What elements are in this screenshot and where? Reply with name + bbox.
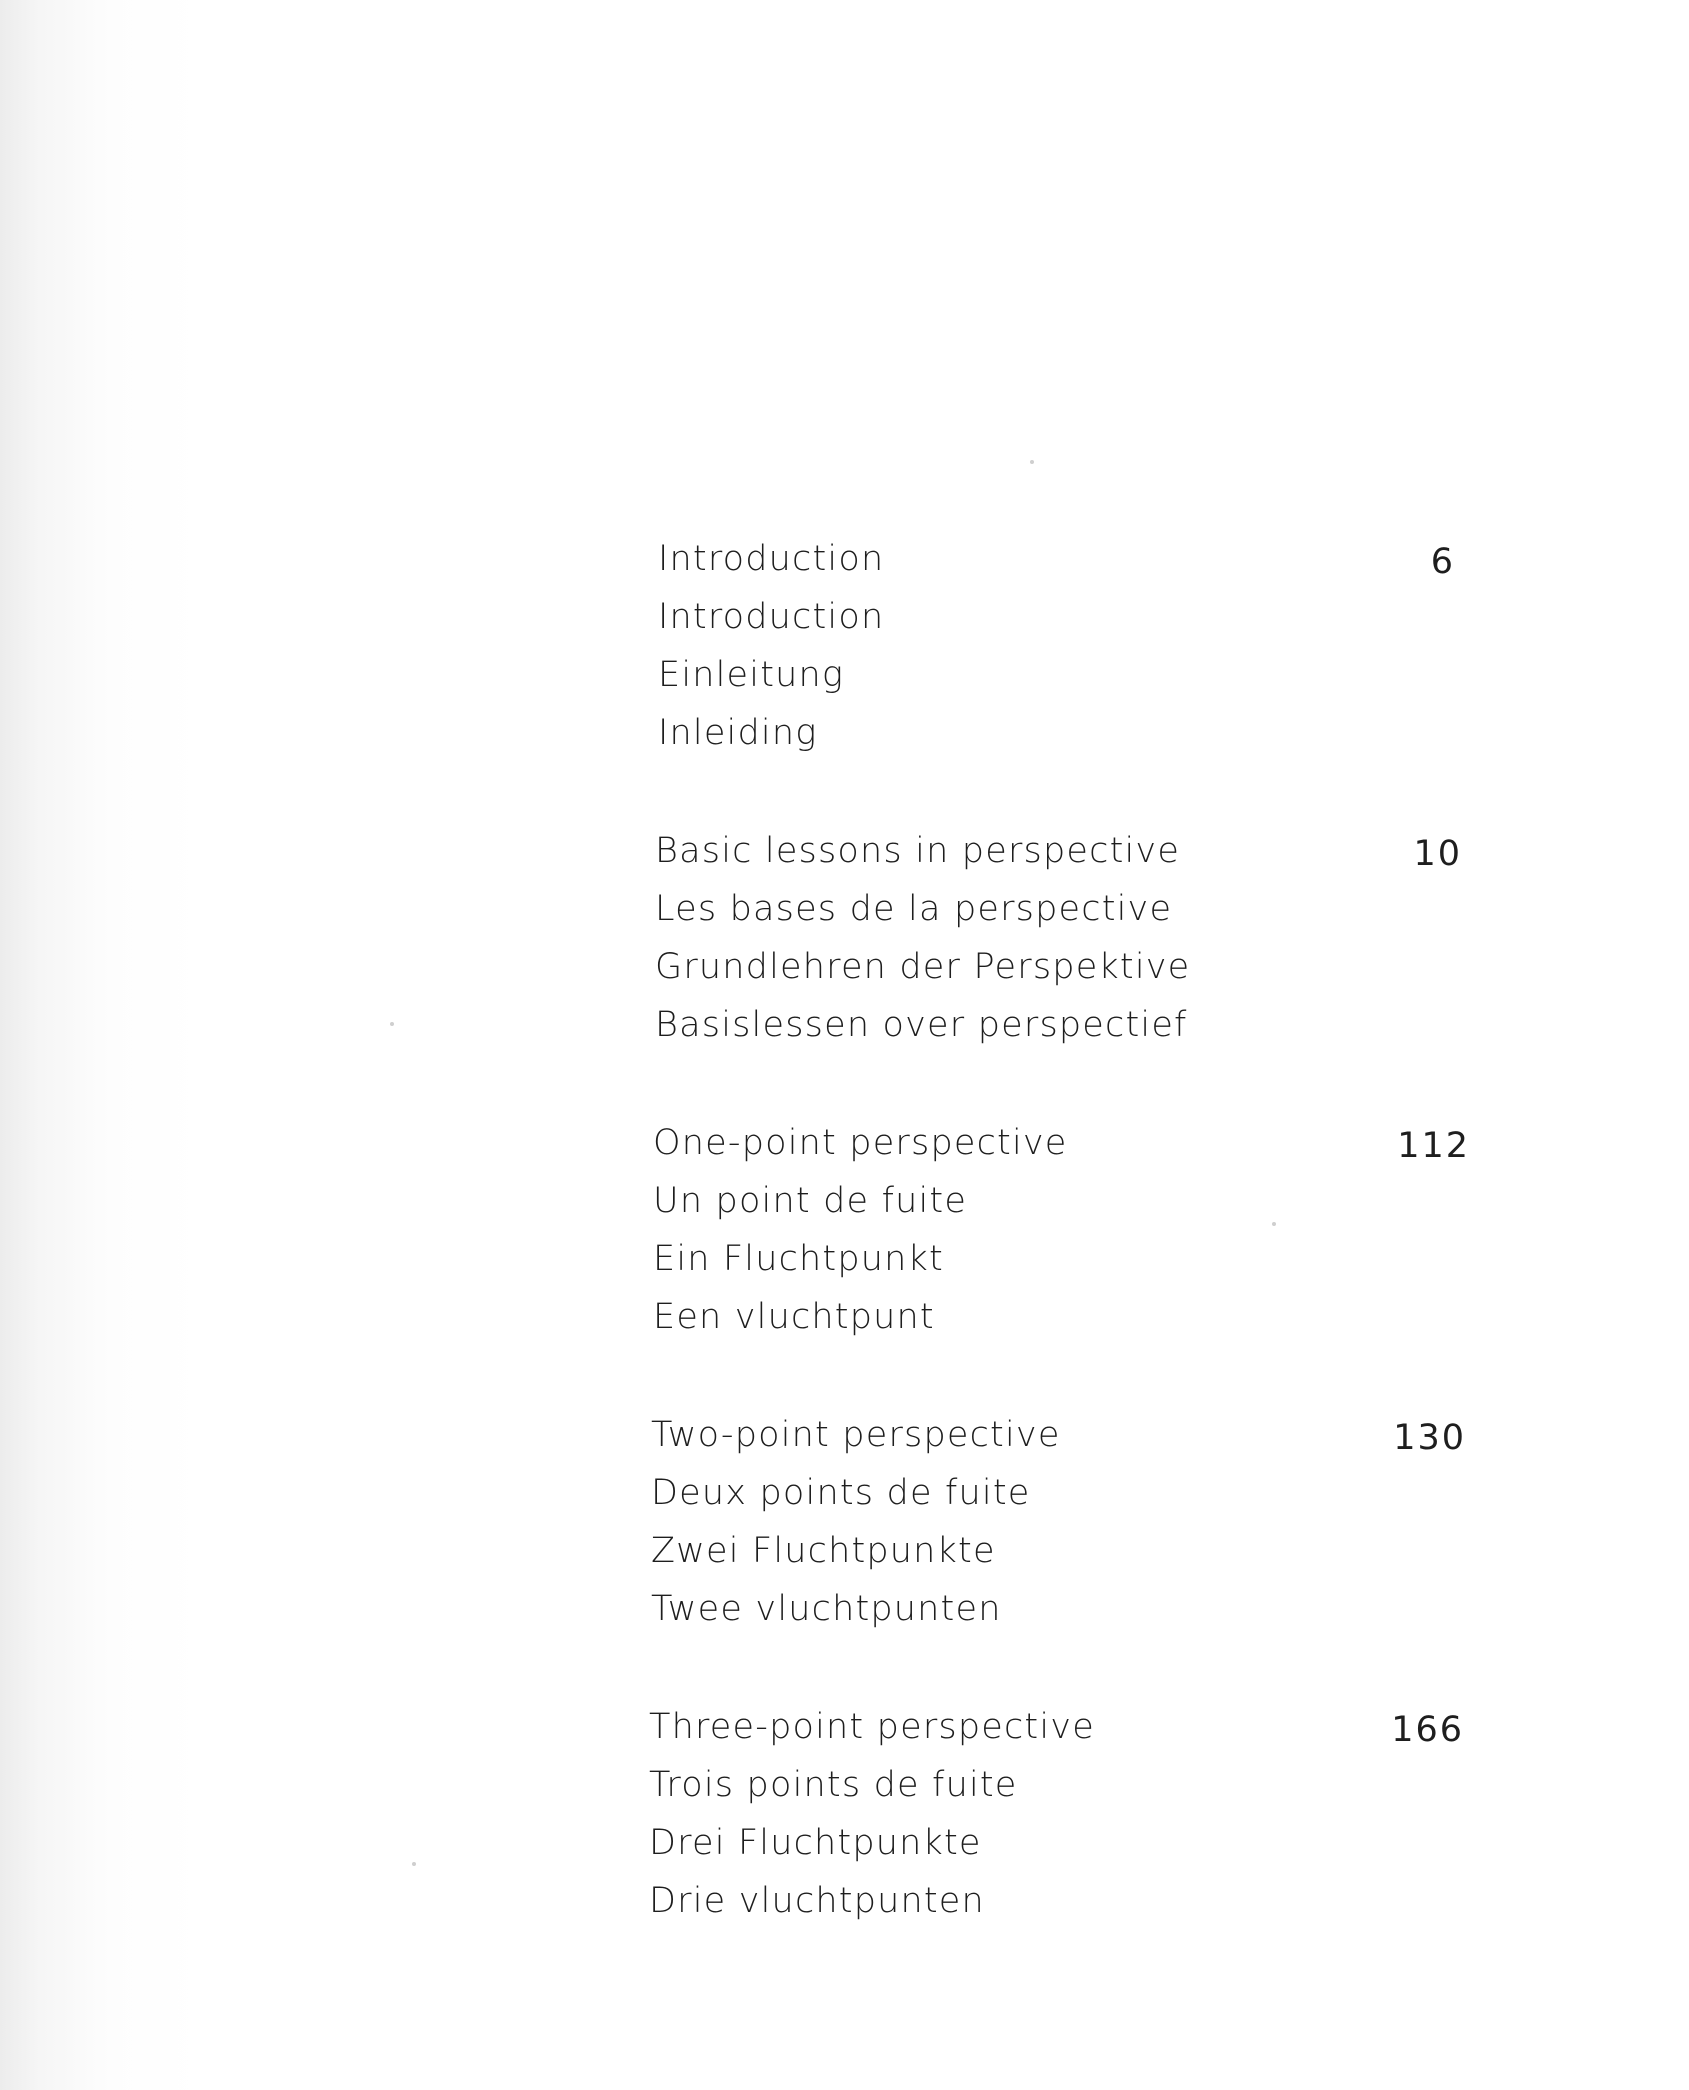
toc-entry-titles — [655, 822, 1275, 1054]
toc-title-fr: Deux points de fuite — [651, 1473, 1031, 1513]
toc-title-en: One-point perspective — [653, 1123, 1068, 1163]
toc-entry-three-point[interactable] — [649, 1698, 1470, 1921]
toc-title-de: Zwei Fluchtpunkte — [651, 1531, 996, 1571]
toc-page-number: 6 — [1430, 542, 1455, 582]
toc-title-nl: Inleiding — [658, 713, 818, 753]
toc-entry-titles — [653, 1114, 1273, 1346]
toc-entry-one-point[interactable] — [653, 1114, 1470, 1406]
toc-entry-titles — [649, 1698, 1269, 1930]
scan-speck — [412, 1862, 416, 1866]
scan-speck — [1030, 460, 1034, 464]
toc-title-de: Ein Fluchtpunkt — [653, 1239, 944, 1279]
toc-page-number: 112 — [1397, 1126, 1470, 1166]
toc-entry-titles — [651, 1406, 1271, 1638]
toc-title-nl: Drie vluchtpunten — [649, 1881, 985, 1921]
toc-title-nl: Basislessen over perspectief — [655, 1005, 1188, 1045]
toc-page-number: 166 — [1391, 1710, 1464, 1750]
toc-title-en: Three-point perspective — [649, 1707, 1095, 1747]
toc-title-de: Einleitung — [658, 655, 845, 695]
toc-title-de: Drei Fluchtpunkte — [649, 1823, 982, 1863]
toc-entry-introduction[interactable] — [658, 530, 1470, 822]
toc-entry-titles — [658, 530, 1278, 762]
toc-title-en: Two-point perspective — [651, 1415, 1061, 1455]
toc-entry-two-point[interactable] — [651, 1406, 1470, 1698]
toc-entry-basic-lessons[interactable] — [655, 822, 1470, 1114]
table-of-contents — [649, 530, 1470, 1921]
toc-title-de: Grundlehren der Perspektive — [655, 947, 1191, 987]
toc-title-en: Introduction — [658, 539, 885, 579]
toc-title-nl: Twee vluchtpunten — [651, 1589, 1002, 1629]
toc-title-fr: Trois points de fuite — [649, 1765, 1018, 1805]
scan-speck — [390, 1022, 394, 1026]
toc-title-fr: Un point de fuite — [653, 1181, 968, 1221]
toc-title-fr: Les bases de la perspective — [655, 889, 1173, 929]
toc-page-number: 10 — [1413, 834, 1462, 874]
toc-page-number: 130 — [1393, 1418, 1466, 1458]
toc-title-fr: Introduction — [658, 597, 885, 637]
toc-title-nl: Een vluchtpunt — [653, 1297, 935, 1337]
toc-title-en: Basic lessons in perspective — [655, 831, 1181, 871]
